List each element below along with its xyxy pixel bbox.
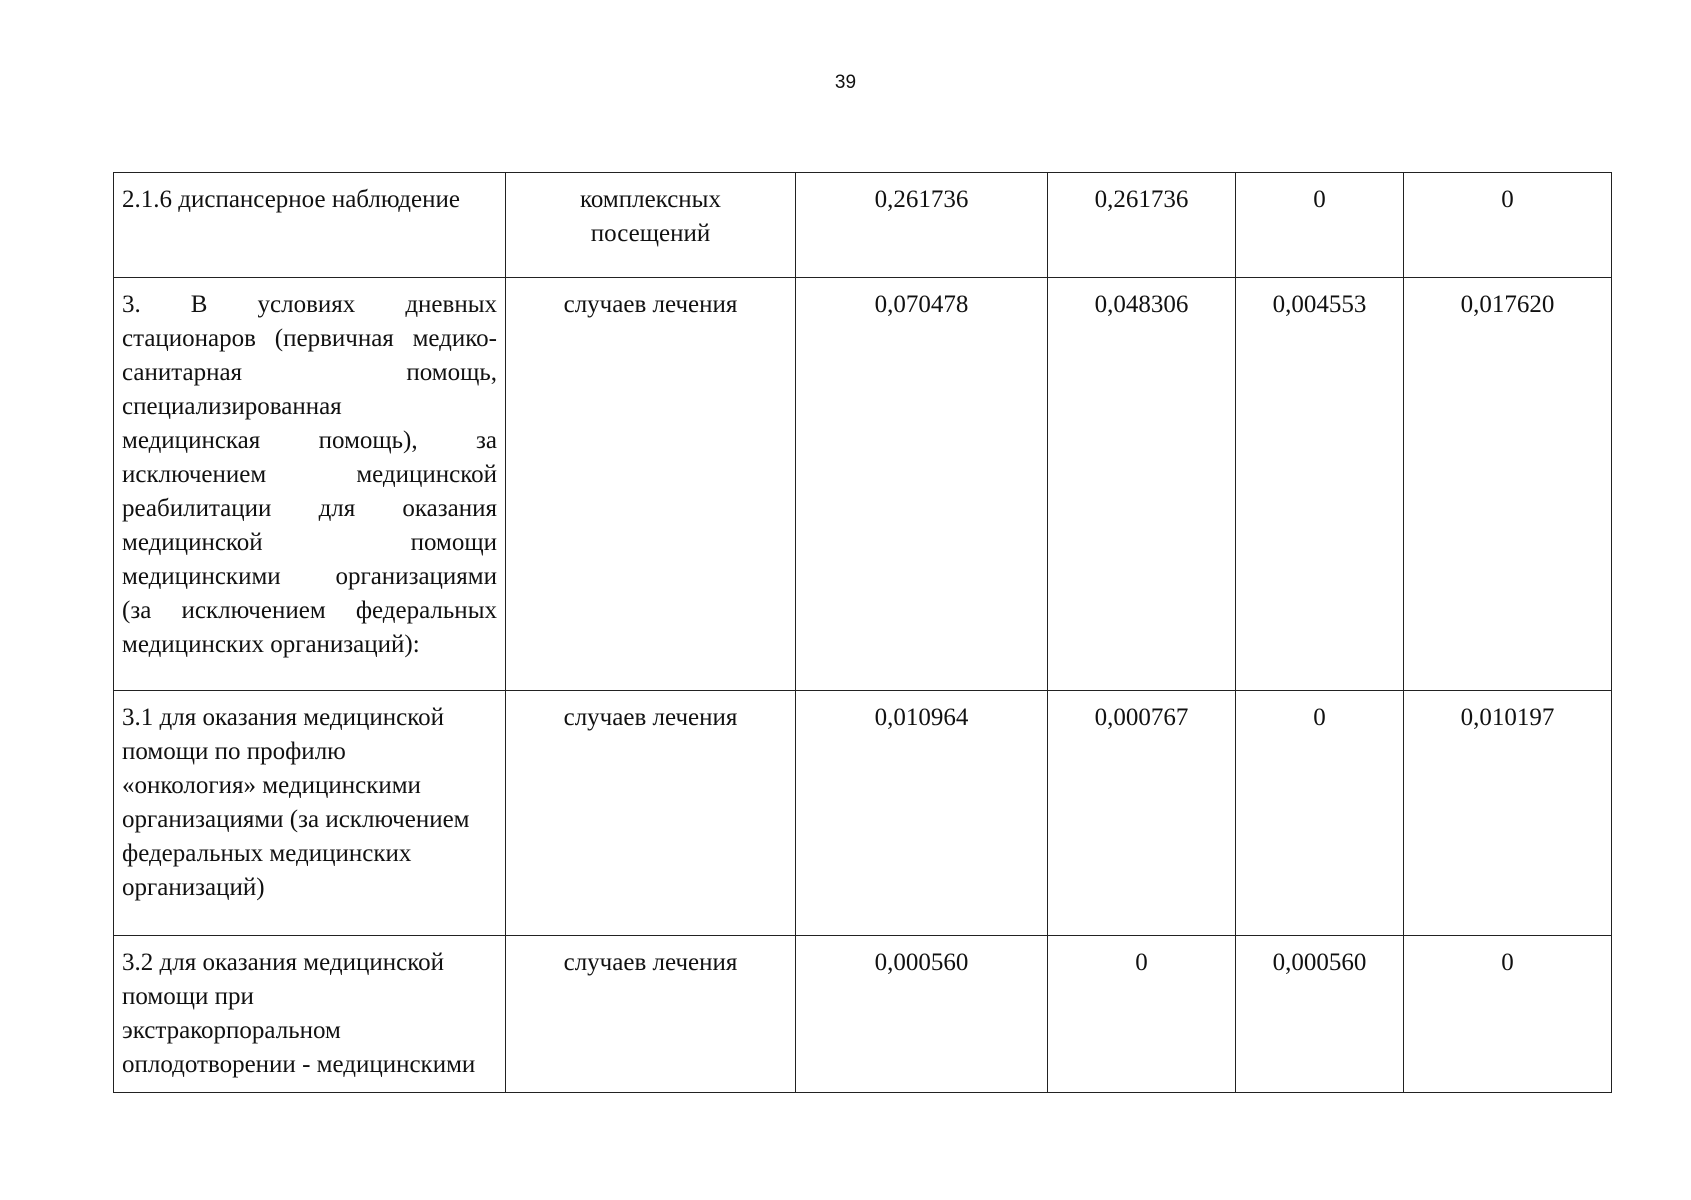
description-line: (за исключением федеральных (122, 597, 497, 624)
description-line: организаций) (122, 874, 265, 901)
value-cell: 0,000767 (1048, 691, 1236, 936)
description-line: медицинская помощь), за (122, 427, 497, 454)
table-row (114, 278, 1612, 691)
description-line: медицинскими организациями (122, 563, 497, 590)
norms-table (113, 172, 1612, 1093)
value-cell: 0,004553 (1236, 278, 1404, 691)
row-unit (506, 173, 796, 278)
value-cell: 0,261736 (1048, 173, 1236, 278)
value-cell: 0 (1404, 173, 1612, 278)
row-unit (506, 691, 796, 936)
page-number: 39 (834, 72, 857, 93)
value-cell: 0,010964 (796, 691, 1048, 936)
row-unit (506, 278, 796, 691)
description-line: 2.1.6 диспансерное наблюдение (122, 186, 460, 213)
unit-line: комплексных (580, 186, 721, 213)
value-cell: 0,000560 (1236, 936, 1404, 1093)
value-cell: 0 (1404, 936, 1612, 1093)
unit-line: посещений (590, 220, 711, 247)
description-line: помощи при (122, 983, 254, 1010)
table-row (114, 691, 1612, 936)
value-cell: 0 (1236, 691, 1404, 936)
description-line: санитарная помощь, (122, 359, 497, 386)
description-line: помощи по профилю (122, 738, 346, 765)
description-line: «онкология» медицинскими (122, 772, 421, 799)
description-line: медицинской помощи (122, 529, 497, 556)
row-unit (506, 936, 796, 1093)
value-cell: 0,010197 (1404, 691, 1612, 936)
description-line: экстракорпоральном (122, 1017, 341, 1044)
row-description (114, 691, 506, 936)
value-cell: 0 (1236, 173, 1404, 278)
value-cell: 0,048306 (1048, 278, 1236, 691)
value-cell: 0,070478 (796, 278, 1048, 691)
row-description (114, 173, 506, 278)
table-row (114, 173, 1612, 278)
description-line: оплодотворении - медицинскими (122, 1051, 476, 1078)
value-cell: 0 (1048, 936, 1236, 1093)
row-description (114, 278, 506, 691)
description-line: реабилитации для оказания (122, 495, 497, 522)
unit-line: случаев лечения (563, 704, 738, 731)
value-cell: 0,000560 (796, 936, 1048, 1093)
row-description (114, 936, 506, 1093)
value-cell: 0,261736 (796, 173, 1048, 278)
description-line: исключением медицинской (122, 461, 497, 488)
description-line: 3.1 для оказания медицинской (122, 704, 444, 731)
description-line: федеральных медицинских (122, 840, 412, 867)
description-line: медицинских организаций): (122, 631, 420, 658)
description-line: стационаров (первичная медико- (122, 325, 497, 352)
unit-line: случаев лечения (563, 291, 738, 318)
description-line: организациями (за исключением (122, 806, 470, 833)
description-line: 3. В условиях дневных (122, 291, 497, 318)
description-line: специализированная (122, 393, 342, 420)
value-cell: 0,017620 (1404, 278, 1612, 691)
table-row (114, 936, 1612, 1093)
description-line: 3.2 для оказания медицинской (122, 949, 444, 976)
unit-line: случаев лечения (563, 949, 738, 976)
